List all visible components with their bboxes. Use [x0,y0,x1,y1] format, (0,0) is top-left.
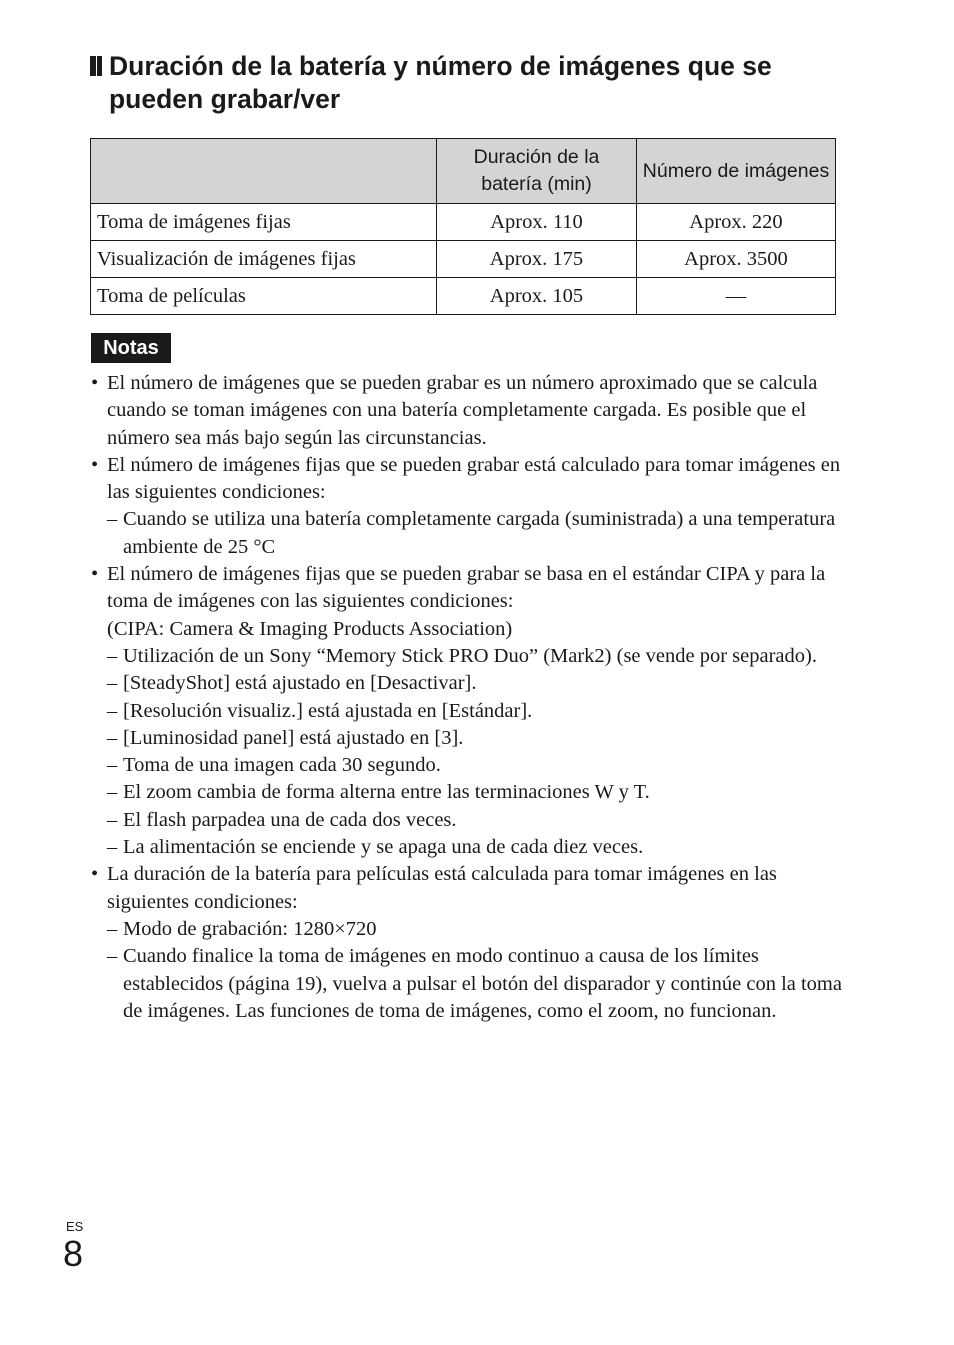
row-count: — [637,278,836,315]
note-sub-item: – El zoom cambia de forma alterna entre las terminaciones W y T. [90,779,850,806]
row-count: Aprox. 220 [637,204,836,241]
notes-badge: Notas [91,333,171,363]
note-bullet-4: • La duración de la batería para películas está calculada para tomar imágenes en las siguientes condiciones: [90,861,850,916]
table-header-row [91,139,836,204]
table-row [91,204,836,241]
note-sub-item: – Cuando se utiliza una batería completamente cargada (suministrada) a una temperatura ambiente de 25 °C [90,506,850,561]
row-label: Toma de películas [91,278,437,315]
row-duration: Aprox. 110 [437,204,637,241]
notes-list [90,370,850,1025]
note-sub-item: – El flash parpadea una de cada dos veces. [90,807,850,834]
note-bullet-2: • El número de imágenes fijas que se pueden grabar está calculado para tomar imágenes en las siguientes condiciones: [90,452,850,507]
heading-line-1: Duración de la batería y número de imágenes que se [109,51,772,81]
section-marker-icon [90,56,102,76]
row-duration: Aprox. 105 [437,278,637,315]
header-cell-count: Número de imágenes [637,139,836,204]
note-sub-item: – Modo de grabación: 1280×720 [90,916,850,943]
note-sub-item: – [SteadyShot] está ajustado en [Desactivar]. [90,670,850,697]
note-sub-item: – Toma de una imagen cada 30 segundo. [90,752,850,779]
note-sub-item: – [Resolución visualiz.] está ajustada en [Estándar]. [90,698,850,725]
language-code: ES [66,1219,84,1234]
page-number: 8 [63,1233,84,1274]
row-count: Aprox. 3500 [637,241,836,278]
row-label: Toma de imágenes fijas [91,204,437,241]
note-sub-item: – Cuando finalice la toma de imágenes en modo continuo a causa de los límites establecidos (página 19), vuelva a pulsar el botón del disparador y continúe con la toma de imágenes. Las funciones de toma de imágenes, como el zoom, no funcionan. [90,943,850,1025]
note-sub-item: – La alimentación se enciende y se apaga una de cada diez veces. [90,834,850,861]
note-bullet-1: • El número de imágenes que se pueden grabar es un número aproximado que se calcula cuando se toman imágenes con una batería completamente cargada. Es posible que el número sea más bajo según las circunstancias. [90,370,850,452]
note-continuation: (CIPA: Camera & Imaging Products Association) [107,617,513,640]
header-cell-duration: Duración de la batería (min) [437,139,637,204]
note-bullet-3: • El número de imágenes fijas que se pueden grabar se basa en el estándar CIPA y para la toma de imágenes con las siguientes condiciones: [90,561,850,616]
row-label: Visualización de imágenes fijas [91,241,437,278]
row-duration: Aprox. 175 [437,241,637,278]
battery-table [90,138,836,315]
note-sub-item: – Utilización de un Sony “Memory Stick PRO Duo” (Mark2) (se vende por separado). [90,643,850,670]
section-heading [90,50,850,116]
note-sub-item: – [Luminosidad panel] está ajustado en [3]. [90,725,850,752]
header-cell-empty [91,139,437,204]
table-row [91,241,836,278]
heading-line-2: pueden grabar/ver [109,84,341,114]
table-row [91,278,836,315]
